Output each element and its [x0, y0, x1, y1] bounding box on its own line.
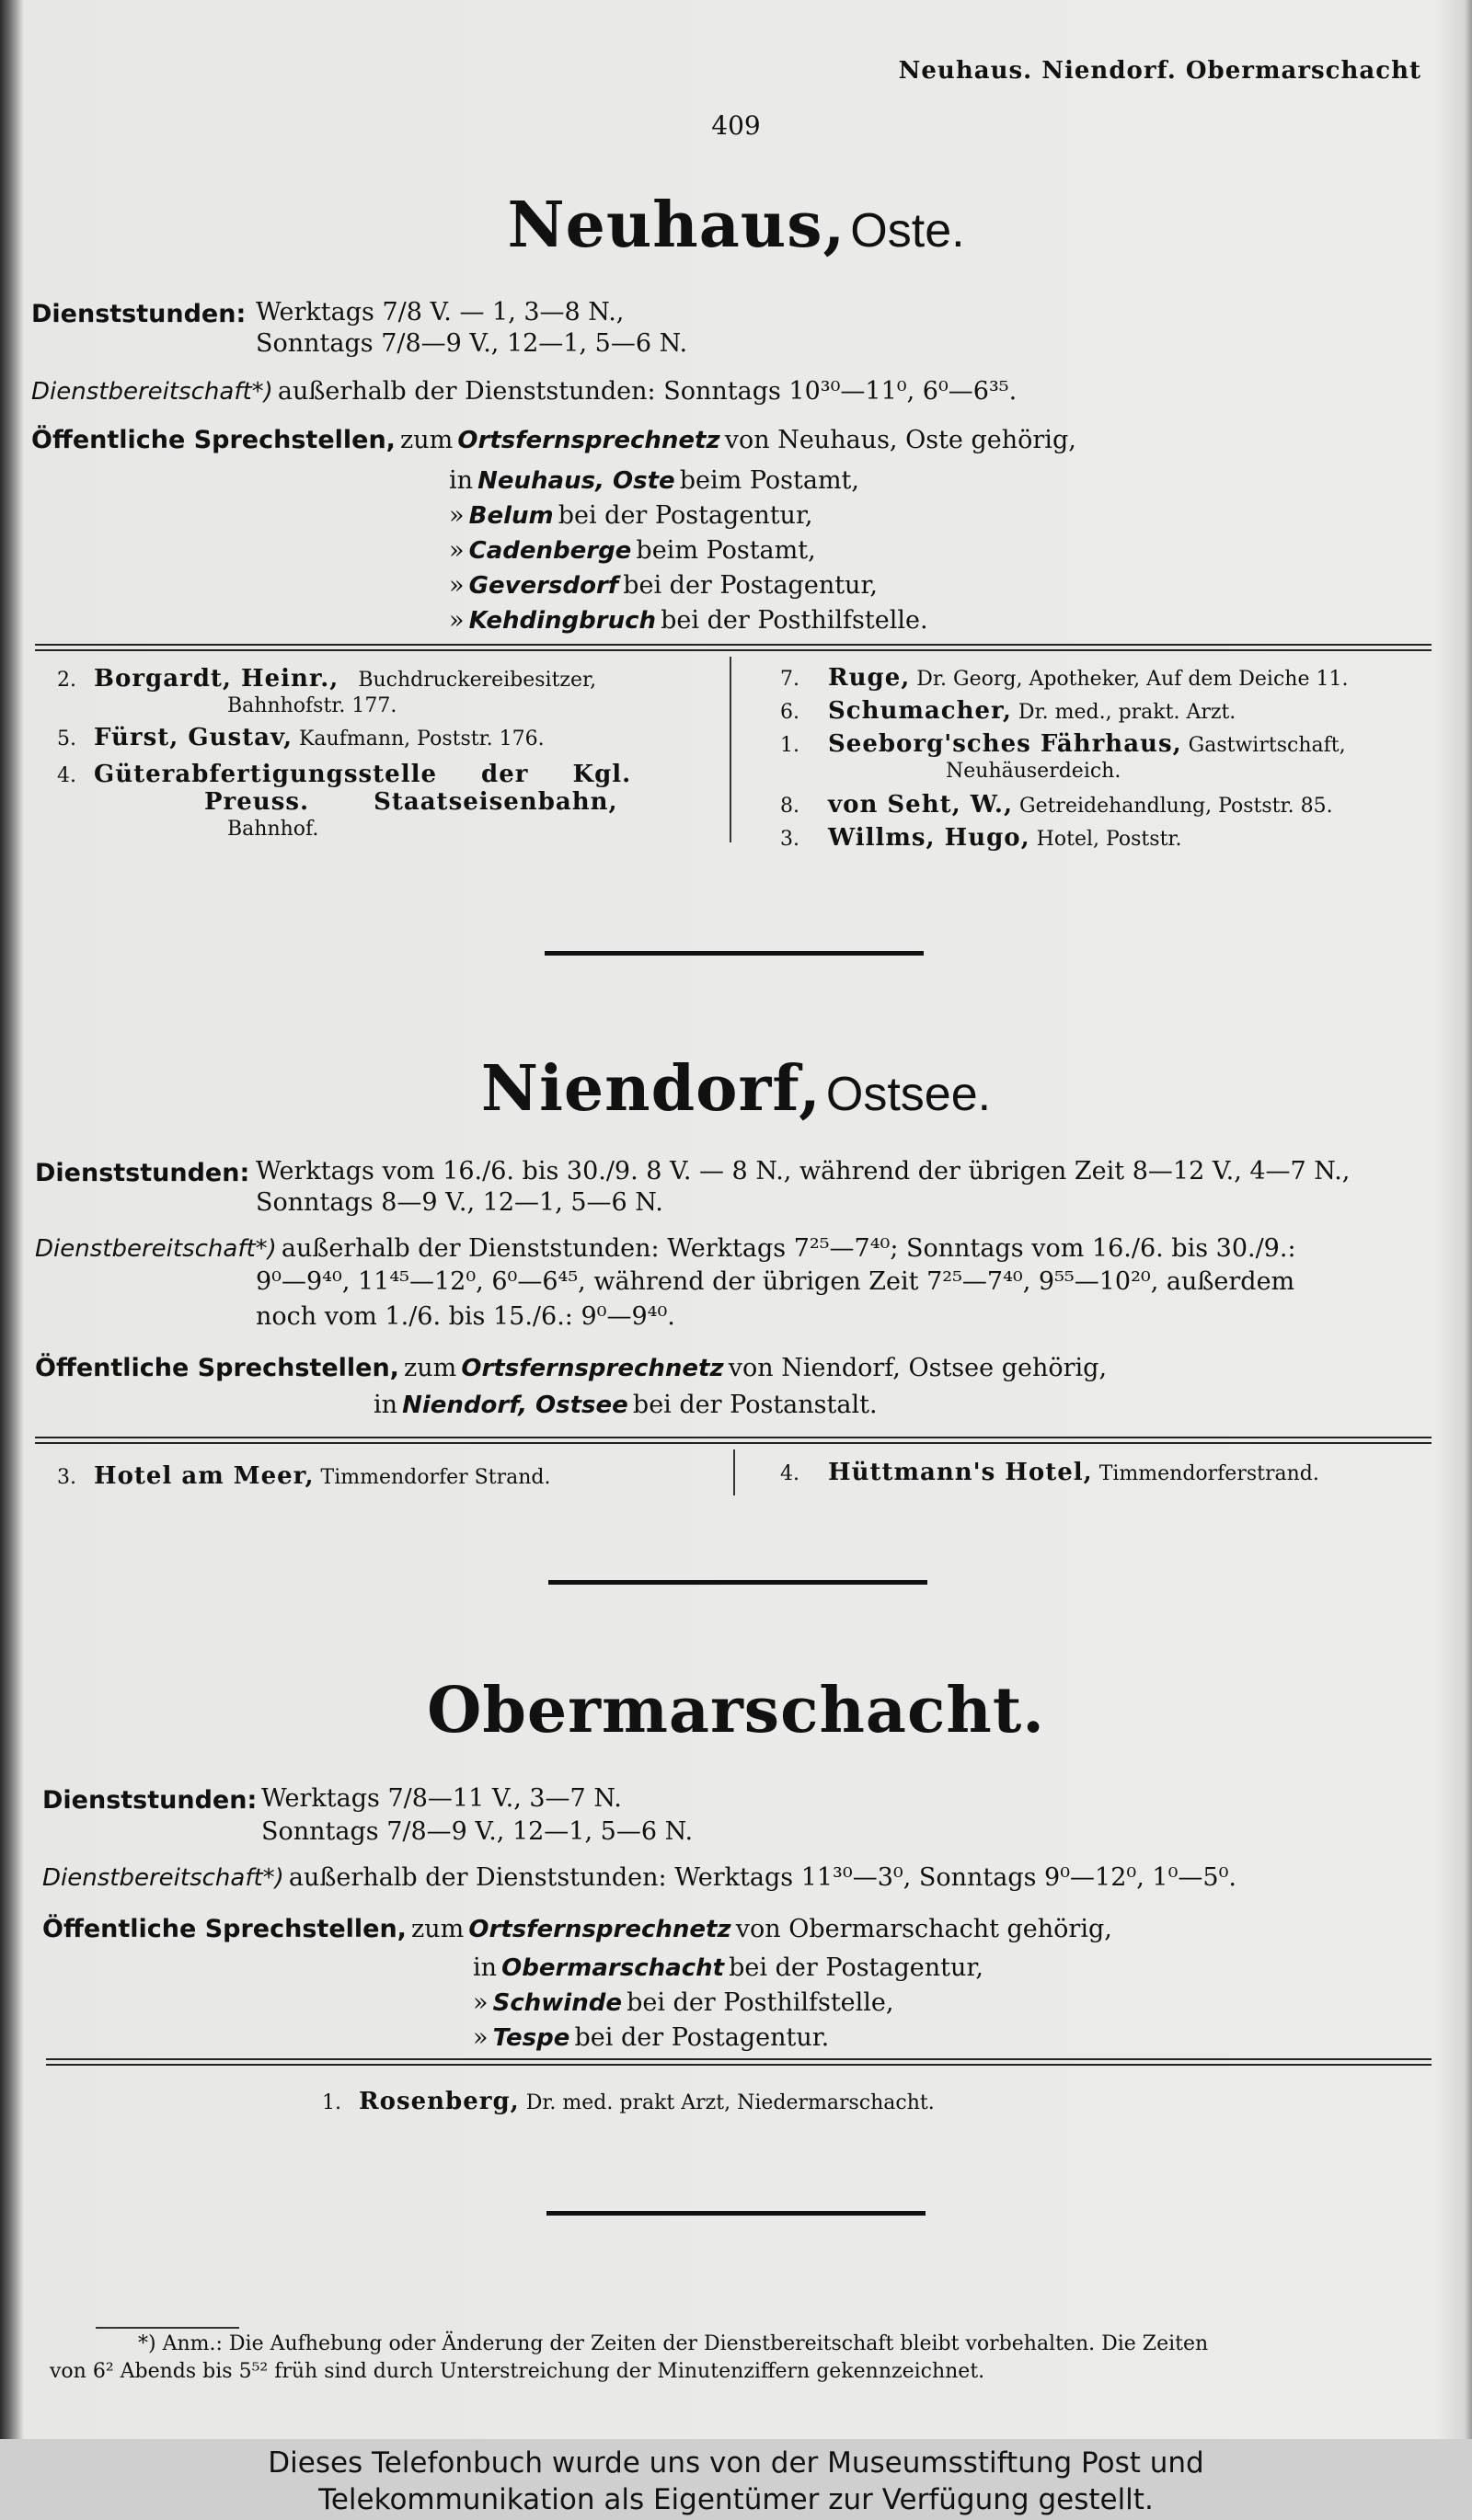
title-bold: Neuhaus,: [507, 189, 846, 262]
dienststunden-label: Dienststunden:: [35, 1159, 250, 1187]
sprechstellen-pre: zum: [411, 1915, 465, 1943]
list-item: » Schwinde bei der Posthilfstelle,: [473, 1988, 894, 2017]
section-separator: [546, 2211, 926, 2216]
dienstbereitschaft-row: [35, 1234, 1296, 1263]
sprechstellen-post: von Neuhaus, Oste gehörig,: [724, 426, 1076, 454]
dienststunden-line: Werktags 7/8—11 V., 3—7 N.: [261, 1784, 622, 1813]
sprechstellen-row: [42, 1915, 1112, 1943]
section-title-obermarschacht: [0, 1674, 1472, 1747]
sprechstellen-row: [31, 426, 1076, 454]
places-list: [473, 1952, 983, 2056]
dienststunden-line: Werktags vom 16./6. bis 30./9. 8 V. — 8 N., während der übrigen Zeit 8—12 V., 4—7 N.,: [256, 1157, 1351, 1186]
section-title-niendorf: [0, 1052, 1472, 1126]
sprechstellen-pre: zum: [404, 1354, 457, 1382]
title-sub: Ostsee.: [825, 1068, 992, 1121]
section-separator: [548, 1580, 927, 1585]
sprechstellen-label: Öffentliche Sprechstellen,: [35, 1354, 399, 1382]
list-item: 3. Hotel am Meer, Timmendorfer Strand.: [57, 1462, 551, 1490]
double-rule: [35, 644, 1432, 651]
archive-attribution-footer: [0, 2439, 1472, 2520]
list-item: » Belum bei der Postagentur,: [449, 501, 813, 530]
dienstbereitschaft-label: Dienstbereitschaft*): [31, 378, 273, 406]
footer-line: Telekommunikation als Eigentümer zur Verfügung gestellt.: [318, 2483, 1154, 2516]
entries-right: [780, 662, 1348, 855]
list-item: in Niendorf, Ostsee bei der Postanstalt.: [374, 1391, 878, 1419]
ortsfernsprechnetz: Ortsfernsprechnetz: [468, 1916, 731, 1943]
dienststunden-label: Dienststunden:: [42, 1786, 258, 1815]
list-item-sub: Bahnhof.: [227, 818, 319, 841]
dienststunden-line: Sonntags 8—9 V., 12—1, 5—6 N.: [256, 1188, 663, 1217]
places-list: [449, 464, 928, 639]
list-item: 4. Güterabfertigungsstelle der Kgl.: [57, 761, 632, 788]
sprechstellen-pre: zum: [400, 426, 454, 454]
dienststunden-line: Sonntags 7/8—9 V., 12—1, 5—6 N.: [256, 329, 688, 358]
dienstbereitschaft-text: außerhalb der Dienststunden: Werktags 7²⁵—7⁴⁰; Sonntags vom 16./6. bis 30./9.:: [281, 1234, 1296, 1263]
list-item-sub: Preuss. Staatseisenbahn,: [204, 788, 618, 816]
title-bold: Obermarschacht.: [427, 1674, 1045, 1747]
double-rule: [35, 1437, 1432, 1444]
sprechstellen-row: [35, 1354, 1107, 1382]
list-item: » Tespe bei der Postagentur.: [473, 2023, 830, 2052]
section-title-neuhaus: [0, 189, 1472, 262]
title-sub: Oste.: [850, 204, 965, 258]
sprechstellen-label: Öffentliche Sprechstellen,: [42, 1915, 407, 1943]
sprechstellen-label: Öffentliche Sprechstellen,: [31, 426, 396, 454]
list-item: 8. von Seht, W., Getreidehandlung, Poststr. 85.: [780, 791, 1333, 819]
running-head: Neuhaus. Niendorf. Obermarschacht: [898, 57, 1421, 85]
dienstbereitschaft-label: Dienstbereitschaft*): [42, 1864, 284, 1892]
column-divider: [730, 657, 731, 842]
footnote-line: von 6² Abends bis 5⁵² früh sind durch Unterstreichung der Minutenziffern gekennzeichnet.: [50, 2360, 985, 2383]
entries-left: [57, 666, 631, 842]
footnote-line: *) Anm.: Die Aufhebung oder Änderung der Zeiten der Dienstbereitschaft bleibt vorbehalten. Die Zeiten: [138, 2332, 1209, 2355]
list-item: 2. Borgardt, Heinr., Buchdruckereibesitzer,: [57, 665, 597, 693]
sprechstellen-post: von Obermarschacht gehörig,: [735, 1915, 1112, 1943]
list-item: 1. Seeborg'sches Fährhaus, Gastwirtschaft,: [780, 730, 1346, 758]
list-item: 7. Ruge, Dr. Georg, Apotheker, Auf dem Deiche 11.: [780, 664, 1349, 692]
list-item: 1. Rosenberg, Dr. med. prakt Arzt, Niedermarschacht.: [322, 2088, 935, 2115]
double-rule: [46, 2058, 1432, 2066]
dienstbereitschaft-line: noch vom 1./6. bis 15./6.: 9⁰—9⁴⁰.: [256, 1302, 675, 1331]
list-item: in Obermarschacht bei der Postagentur,: [473, 1953, 983, 1982]
list-item: 6. Schumacher, Dr. med., prakt. Arzt.: [780, 697, 1236, 725]
sprechstellen-post: von Niendorf, Ostsee gehörig,: [728, 1354, 1108, 1382]
ortsfernsprechnetz: Ortsfernsprechnetz: [457, 427, 720, 454]
title-bold: Niendorf,: [480, 1052, 822, 1126]
list-item: » Geversdorf bei der Postagentur,: [449, 571, 878, 600]
dienststunden-line: Sonntags 7/8—9 V., 12—1, 5—6 N.: [261, 1817, 694, 1846]
list-item: 3. Willms, Hugo, Hotel, Poststr.: [780, 824, 1182, 852]
list-item: 4. Hüttmann's Hotel, Timmendorferstrand.: [780, 1459, 1319, 1486]
list-item: » Kehdingbruch bei der Posthilfstelle.: [449, 606, 928, 635]
dienstbereitschaft-label: Dienstbereitschaft*): [35, 1235, 277, 1263]
dienstbereitschaft-row: [31, 377, 1017, 406]
footnote-rule: [96, 2327, 239, 2329]
dienstbereitschaft-line: 9⁰—9⁴⁰, 11⁴⁵—12⁰, 6⁰—6⁴⁵, während der übrigen Zeit 7²⁵—7⁴⁰, 9⁵⁵—10²⁰, außerdem: [256, 1267, 1295, 1296]
page-number: 409: [711, 110, 761, 141]
list-item: in Neuhaus, Oste beim Postamt,: [449, 466, 859, 495]
footer-line: Dieses Telefonbuch wurde uns von der Museumsstiftung Post und: [268, 2446, 1204, 2480]
list-item: » Cadenberge beim Postamt,: [449, 536, 816, 565]
dienstbereitschaft-row: [42, 1863, 1236, 1892]
list-item-sub: Bahnhofstr. 177.: [227, 694, 397, 717]
section-separator: [545, 951, 924, 956]
list-item: 5. Fürst, Gustav, Kaufmann, Poststr. 176.: [57, 724, 545, 751]
column-divider: [733, 1449, 735, 1495]
dienstbereitschaft-text: außerhalb der Dienststunden: Sonntags 10³⁰—11⁰, 6⁰—6³⁵.: [277, 377, 1018, 406]
dienststunden-line: Werktags 7/8 V. — 1, 3—8 N.,: [256, 298, 625, 326]
dienststunden-label: Dienststunden:: [31, 300, 247, 328]
dienstbereitschaft-text: außerhalb der Dienststunden: Werktags 11³⁰—3⁰, Sonntags 9⁰—12⁰, 1⁰—5⁰.: [288, 1863, 1236, 1892]
list-item-sub: Neuhäuserdeich.: [946, 760, 1121, 783]
ortsfernsprechnetz: Ortsfernsprechnetz: [461, 1355, 724, 1382]
